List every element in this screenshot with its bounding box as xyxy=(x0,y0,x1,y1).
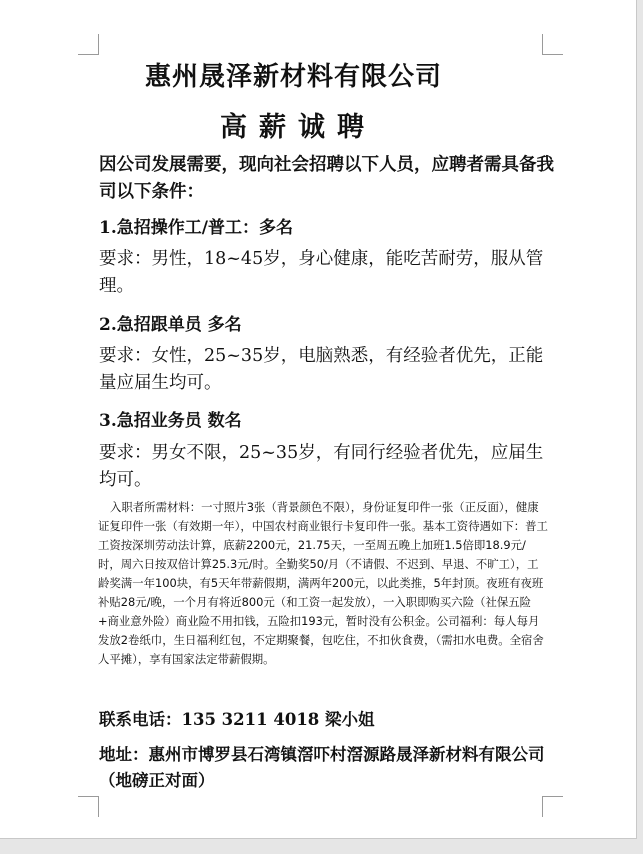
benefits-details: 入职者所需材料：一寸照片3张（背景颜色不限），身份证复印件一张（正反面），健康证复印件一张（有效期一年），中国农村商业银行卡复印件一张。基本工资待遇如下：普工工资按深圳劳动法计算，底薪2200元，21.75天，一至周五晚上加班1.5倍即18.9元/时，周六日按双倍计算25.3元/时。全勤奖50/月（不请假、不迟到、早退、不旷工），工龄奖满一年100块，有5天年带薪假期，满两年200元，以此类推，5年封顶。夜班有夜班补贴28元/晚，一个月有将近800元（和工资一起发放），一入职即购买六险（社保五险+商业意外险）商业险不用扣钱，五险扣193元，暂时没有公积金。公司福利：每人每月发放2卷纸巾，生日福利红包，不定期聚餐，包吃住，不扣伙食费，（需扣水电费。全宿舍人平摊），享有国家法定带薪假期。 xyxy=(98,500,548,666)
intro-paragraph: 因公司发展需要，现向社会招聘以下人员，应聘者需具备我司以下条件： xyxy=(99,155,554,202)
headline: 高薪诚聘 xyxy=(220,112,376,143)
margin-corner-bottom-left xyxy=(78,796,99,817)
job-requirement-2: 要求：女性，25~35岁，电脑熟悉，有经验者优先，正能量应届生均可。 xyxy=(99,346,544,393)
margin-corner-bottom-right xyxy=(542,796,563,817)
job-requirement-1: 要求：男性，18~45岁，身心健康，能吃苦耐劳，服从管理。 xyxy=(99,249,544,296)
company-name: 惠州晟泽新材料有限公司 xyxy=(145,62,443,92)
margin-corner-top-right xyxy=(542,34,563,55)
company-address: 地址：惠州市博罗县石湾镇滘吓村滘源路晟泽新材料有限公司（地磅正对面） xyxy=(99,745,545,790)
job-requirement-3: 要求：男女不限，25~35岁，有同行经验者优先，应届生均可。 xyxy=(99,443,544,490)
job-title-2: 2.急招跟单员 多名 xyxy=(99,315,242,335)
job-title-1: 1.急招操作工/普工：多名 xyxy=(99,218,293,238)
margin-corner-top-left xyxy=(78,34,99,55)
job-title-3: 3.急招业务员 数名 xyxy=(99,411,242,431)
contact-phone: 联系电话：135 3211 4018 梁小姐 xyxy=(99,710,375,729)
